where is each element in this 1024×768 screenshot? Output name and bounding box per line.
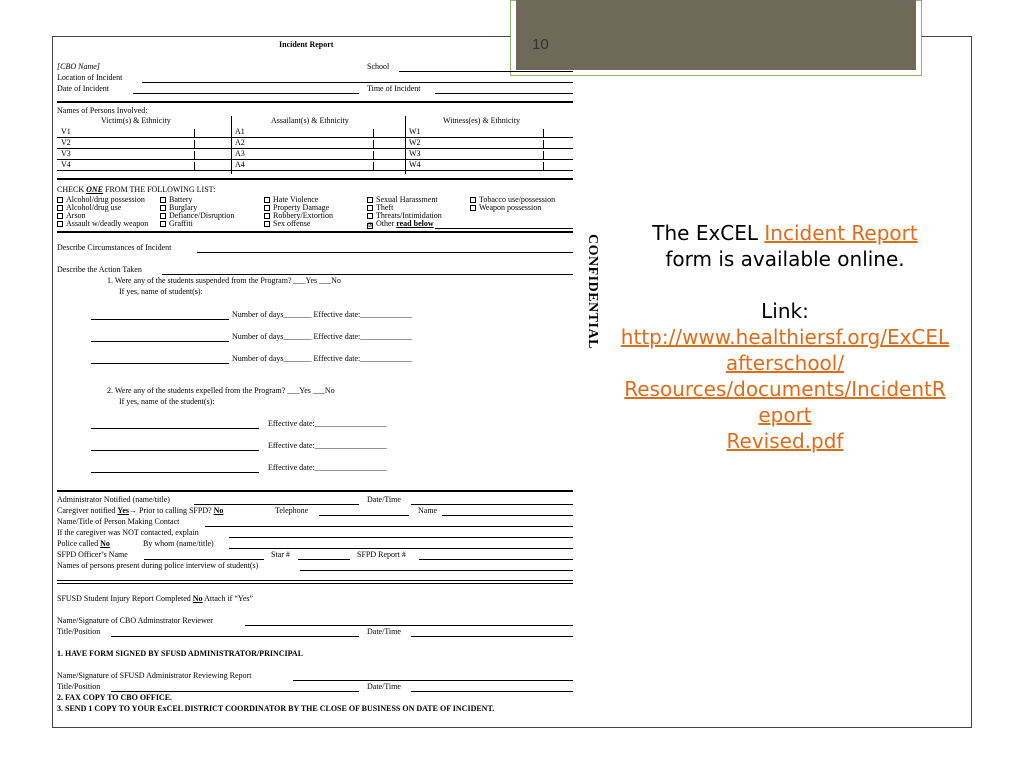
checkbox-option[interactable]: Theft — [367, 203, 393, 213]
checkbox-option[interactable]: Graffiti — [160, 219, 193, 229]
row-line — [57, 137, 573, 138]
cbo-reviewer-label: Name/Signature of CBO Adminstrator Reviewer — [57, 616, 213, 625]
victim-row: V1 — [61, 127, 71, 136]
date-time-label: Date/Time — [367, 627, 401, 636]
victim-row: V4 — [61, 160, 71, 169]
tick — [194, 151, 195, 159]
url-line[interactable]: Resources/documents/IncidentR — [624, 377, 946, 401]
suspended-name-line[interactable] — [91, 341, 229, 342]
date-time-label: Date/Time — [367, 682, 401, 691]
url-line[interactable]: eport — [758, 403, 812, 427]
expelled-details: Effective date:__________________ — [268, 419, 387, 428]
name-label: Name — [418, 506, 438, 515]
tick — [543, 129, 544, 137]
checkbox-option[interactable]: Alcohol/drug possession — [57, 195, 145, 205]
by-whom-label: By whom (name/title) — [143, 539, 214, 548]
circumstances-label: Describe Circumstances of Incident — [57, 243, 172, 252]
names-involved-label: Names of Persons Involved: — [57, 106, 148, 115]
other-line[interactable] — [435, 228, 573, 229]
injury-report: SFUSD Student Injury Report Completed No Attach if “Yes” — [57, 594, 254, 603]
url-link[interactable] — [598, 324, 972, 454]
expelled-question: 2. Were any of the students expelled from the Program? ___Yes ___No — [107, 386, 335, 395]
sfpd-report-label: SFPD Report # — [357, 550, 406, 559]
checkbox-option[interactable]: Arson — [57, 211, 86, 221]
checkbox-option[interactable]: Alcohol/drug use — [57, 203, 121, 213]
time-line[interactable] — [435, 93, 573, 94]
cbo-reviewer-line[interactable] — [245, 625, 573, 626]
checkbox-option[interactable]: Robbery/Extortion — [264, 211, 333, 221]
witness-row: W2 — [409, 138, 421, 147]
url-line[interactable]: afterschool/ — [725, 351, 845, 375]
person-contact-line[interactable] — [205, 526, 573, 527]
tick — [543, 151, 544, 159]
witness-row: W4 — [409, 160, 421, 169]
location-label: Location of Incident — [57, 73, 123, 82]
tick — [373, 151, 374, 159]
divider — [57, 490, 573, 492]
telephone-label: Telephone — [275, 506, 309, 515]
title-position-label: Title/Position — [57, 682, 101, 691]
caregiver-notified: Caregiver notified Yes→ Prior to calling SFPD? No — [57, 506, 224, 515]
star-line[interactable] — [298, 559, 350, 560]
instruction-send: 3. SEND 1 COPY TO YOUR ExCEL DISTRICT COORDINATOR BY THE CLOSE OF BUSINESS ON DATE OF INCIDENT. — [57, 704, 495, 713]
divider — [57, 580, 573, 581]
divider — [57, 583, 573, 584]
row-line — [57, 159, 573, 160]
confidential-stamp: CONFIDENTIAL — [585, 234, 600, 349]
tick — [194, 140, 195, 148]
checkbox[interactable] — [470, 205, 476, 211]
checkbox-option[interactable]: Tobacco use/possession — [470, 195, 555, 205]
not-contacted-line[interactable] — [229, 537, 573, 538]
checkbox-option[interactable]: Defiance/Disruption — [160, 211, 234, 221]
sfusd-reviewer-line[interactable] — [293, 680, 573, 681]
not-contacted-label: If the caregiver was NOT contacted, explain — [57, 528, 199, 537]
date-time-line[interactable] — [411, 636, 573, 637]
checkbox-option[interactable]: Burglary — [160, 203, 197, 213]
tick — [194, 162, 195, 170]
tick — [194, 129, 195, 137]
time-label: Time of Incident — [367, 84, 421, 93]
names-present-line[interactable] — [300, 570, 573, 571]
assailant-row: A3 — [235, 149, 245, 158]
victim-row: V3 — [61, 149, 71, 158]
victim-row: V2 — [61, 138, 71, 147]
date-line[interactable] — [133, 93, 359, 94]
checkbox-option[interactable]: Hate Violence — [264, 195, 318, 205]
tick — [543, 140, 544, 148]
checkbox[interactable] — [264, 221, 270, 227]
police-called: Police called No — [57, 539, 110, 548]
name-line[interactable] — [442, 515, 573, 516]
title-position-line[interactable] — [111, 636, 359, 637]
checkbox-option[interactable]: Property Damage — [264, 203, 329, 213]
expelled-name-line[interactable] — [91, 450, 259, 451]
row-line — [57, 170, 573, 171]
tick — [543, 162, 544, 170]
divider — [57, 178, 573, 180]
checkbox[interactable] — [160, 221, 166, 227]
sfpd-officer-line[interactable] — [144, 559, 264, 560]
date-time-label: Date/Time — [367, 495, 401, 504]
title-position-label: Title/Position — [57, 627, 101, 636]
checkbox-option[interactable]: Threats/Intimidation — [367, 211, 442, 221]
slide-body-text — [598, 220, 972, 454]
instruction-sign: 1. HAVE FORM SIGNED BY SFUSD ADMINISTRATOR/PRINCIPAL — [57, 649, 304, 658]
suspended-sub: If yes, name of student(s): — [119, 287, 203, 296]
action-label: Describe the Action Taken — [57, 265, 142, 274]
checked-checkbox[interactable]: ☒ — [368, 223, 374, 229]
checkbox-option-other[interactable]: ☒ Other read below — [368, 219, 434, 229]
header-decoration-fill — [516, 0, 916, 70]
column-divider — [405, 116, 406, 174]
title-position-line[interactable] — [111, 691, 359, 692]
witness-row: W3 — [409, 149, 421, 158]
assailants-header: Assailant(s) & Ethnicity — [271, 116, 349, 125]
witness-row: W1 — [409, 127, 421, 136]
url-line[interactable]: Revised.pdf — [726, 429, 844, 453]
tick — [373, 140, 374, 148]
row-line — [57, 148, 573, 149]
admin-notified-label: Administrator Notified (name/title) — [57, 495, 170, 504]
date-label: Date of Incident — [57, 84, 109, 93]
checkbox-option[interactable]: Weapon possession — [470, 203, 541, 213]
expelled-name-line[interactable] — [91, 428, 259, 429]
tick — [373, 162, 374, 170]
admin-notified-line[interactable] — [194, 504, 359, 505]
telephone-line[interactable] — [319, 515, 409, 516]
expelled-details: Effective date:__________________ — [268, 463, 387, 472]
assailant-row: A1 — [235, 127, 245, 136]
intro-line: The ExCEL Incident Report — [652, 221, 918, 245]
victims-header: Victim(s) & Ethnicity — [101, 116, 171, 125]
column-divider — [231, 116, 232, 174]
date-time-line[interactable] — [411, 691, 573, 692]
assailant-row: A2 — [235, 138, 245, 147]
checkbox-option[interactable]: Assault w/deadly weapon — [57, 219, 148, 229]
divider — [57, 101, 573, 103]
url-line[interactable]: http://www.healthiersf.org/ExCEL — [620, 325, 950, 349]
slide-number: 10 — [532, 36, 549, 53]
form-title: Incident Report — [279, 40, 334, 49]
expelled-name-line[interactable] — [91, 472, 259, 473]
suspended-details: Number of days_______ Effective date:_____________ — [232, 354, 413, 363]
checkbox-option[interactable]: Sexual Harassment — [367, 195, 438, 205]
names-present-label: Names of persons present during police interview of student(s) — [57, 561, 259, 570]
action-line[interactable] — [162, 274, 573, 275]
cbo-name: [CBO Name] — [57, 62, 100, 71]
suspended-question: 1. Were any of the students suspended from the Program? ___Yes ___No — [107, 276, 341, 285]
circumstances-line[interactable] — [197, 252, 573, 253]
checkbox-option[interactable]: Battery — [160, 195, 193, 205]
sfpd-officer-label: SFPD Officer’s Name — [57, 550, 128, 559]
incident-report-link[interactable]: Incident Report — [764, 221, 918, 245]
school-line[interactable] — [399, 71, 573, 72]
person-contact-label: Name/Title of Person Making Contact — [57, 517, 180, 526]
sfusd-reviewer-label: Name/Signature of SFUSD Administrator Reviewing Report — [57, 671, 252, 680]
instruction-fax: 2. FAX COPY TO CBO OFFICE. — [57, 693, 173, 702]
sfpd-report-line[interactable] — [419, 559, 573, 560]
by-whom-line[interactable] — [229, 548, 573, 549]
divider — [57, 231, 573, 233]
suspended-details: Number of days_______ Effective date:_____________ — [232, 310, 413, 319]
expelled-details: Effective date:__________________ — [268, 441, 387, 450]
star-label: Star # — [271, 550, 290, 559]
incident-report-form — [57, 38, 573, 726]
location-line[interactable] — [142, 82, 573, 83]
suspended-name-line[interactable] — [91, 363, 229, 364]
assailant-row: A4 — [235, 160, 245, 169]
link-label: Link: — [761, 299, 809, 323]
checkbox-option[interactable]: Sex offense — [264, 219, 310, 229]
checkbox[interactable] — [57, 221, 63, 227]
tick — [373, 129, 374, 137]
check-instruction: CHECK ONE FROM THE FOLLOWING LIST: — [57, 185, 216, 194]
intro-line-2: form is available online. — [665, 247, 905, 271]
suspended-details: Number of days_______ Effective date:_____________ — [232, 332, 413, 341]
date-time-line[interactable] — [411, 504, 573, 505]
suspended-name-line[interactable] — [91, 319, 229, 320]
school-label: School — [367, 62, 390, 71]
witnesses-header: Witness(es) & Ethnicity — [443, 116, 520, 125]
expelled-sub: If yes, name of the student(s): — [119, 397, 215, 406]
